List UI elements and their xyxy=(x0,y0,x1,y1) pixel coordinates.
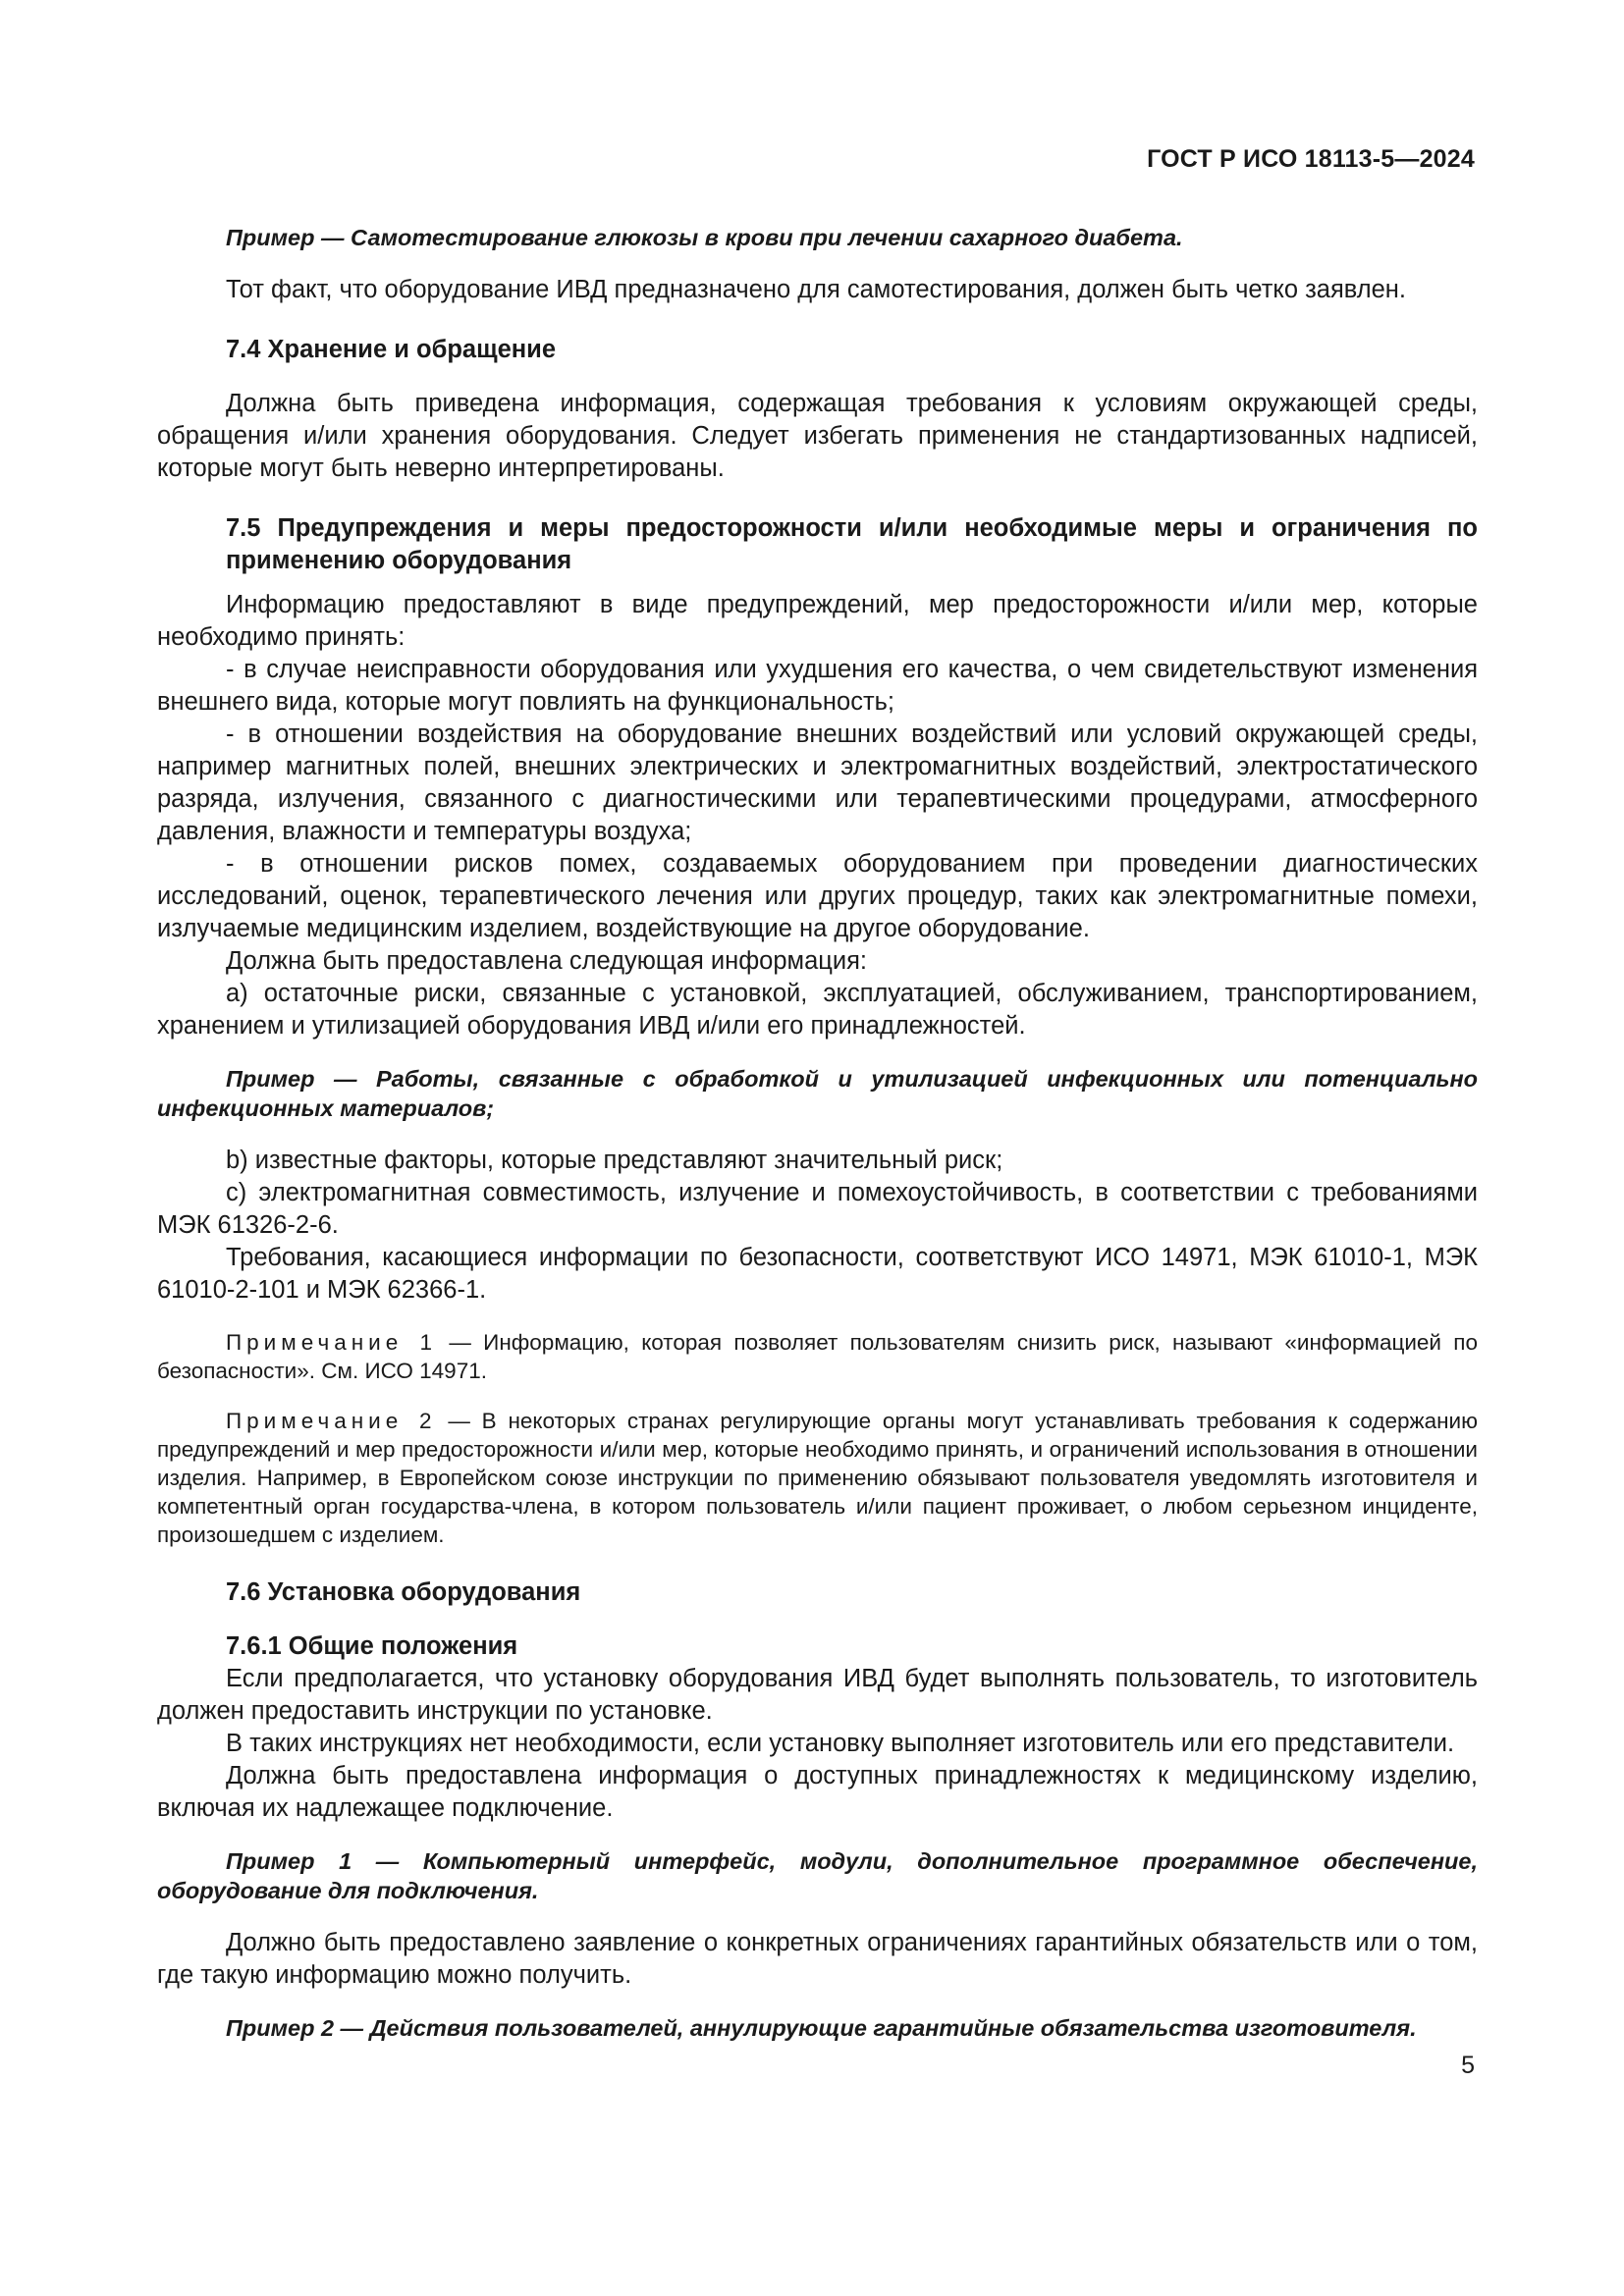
note-2 xyxy=(157,1407,1478,1549)
list-item: b) известные факторы, которые представляют значительный риск; xyxy=(226,1147,1003,1174)
section-heading-7-5: 7.5 Предупреждения и меры предосторожности и/или необходимые меры и ограничения по применению оборудования xyxy=(226,514,1478,574)
list-item: a) остаточные риски, связанные с установкой, эксплуатацией, обслуживанием, транспортированием, хранением и утилизацией оборудования ИВД и/или его принадлежностей. xyxy=(157,980,1478,1040)
page-number: 5 xyxy=(1461,2052,1475,2079)
subsection-heading-7-6-1: 7.6.1 Общие положения xyxy=(226,1632,518,1660)
section-heading-7-4: 7.4 Хранение и обращение xyxy=(226,336,557,363)
paragraph: Должна быть приведена информация, содержащая требования к условиям окружающей среды, обращения и/или хранения оборудования. Следует избегать применения не стандартизованных надписей, которые могут быть неверно интерпретированы. xyxy=(157,390,1478,482)
paragraph: Информацию предоставляют в виде предупреждений, мер предосторожности и/или мер, которые необходимо принять: xyxy=(157,591,1478,651)
paragraph: Должна быть предоставлена следующая информация: xyxy=(226,947,868,975)
example-text: Пример 1 — Компьютерный интерфейс, модули, дополнительное программное обеспечение, оборудование для подключения. xyxy=(157,1848,1478,1903)
example-text: Пример — Самотестирование глюкозы в крови при лечении сахарного диабета. xyxy=(226,225,1183,250)
note-text: — Информацию, которая позволяет пользователям снизить риск, называют «информацией по безопасности». См. ИСО 14971. xyxy=(157,1330,1478,1383)
example-text: Пример 2 — Действия пользователей, аннулирующие гарантийные обязательства изготовителя. xyxy=(226,2015,1417,2041)
document-body xyxy=(157,223,1478,2043)
note-label: Примечание 2 xyxy=(226,1409,437,1433)
section-heading-7-6: 7.6 Установка оборудования xyxy=(226,1578,581,1606)
note-1 xyxy=(157,1328,1478,1385)
paragraph: В таких инструкциях нет необходимости, если установку выполняет изготовитель или его представители. xyxy=(226,1730,1455,1757)
paragraph: Должно быть предоставлено заявление о конкретных ограничениях гарантийных обязательств или о том, где такую информацию можно получить. xyxy=(157,1929,1478,1989)
paragraph: Требования, касающиеся информации по безопасности, соответствуют ИСО 14971, МЭК 61010-1, МЭК 61010-2-101 и МЭК 62366-1. xyxy=(157,1244,1478,1304)
list-item: c) электромагнитная совместимость, излучение и помехоустойчивость, в соответствии с требованиями МЭК 61326-2-6. xyxy=(157,1179,1478,1239)
paragraph: Тот факт, что оборудование ИВД предназначено для самотестирования, должен быть четко заявлен. xyxy=(226,276,1406,303)
example-text: Пример — Работы, связанные с обработкой и утилизацией инфекционных или потенциально инфекционных материалов; xyxy=(157,1066,1478,1121)
note-text: — В некоторых странах регулирующие органы могут устанавливать требования к содержанию предупреждений и мер предосторожности и/или мер, которые необходимо принять, и ограничений использования в отношении изделия. Например, в Европейском союзе инструкции по применению обязывают пользователя уведомлять изготовителя и компетентный орган государства-члена, в котором пользователь и/или пациент проживает, о любом серьезном инциденте, произошедшем с изделием. xyxy=(157,1409,1478,1547)
list-item: - в отношении воздействия на оборудование внешних воздействий или условий окружающей среды, например магнитных полей, внешних электрических и электромагнитных воздействий, электростатического разряда, излучения, связанного с диагностическими или терапевтическими процедурами, атмосферного давления, влажности и температуры воздуха; xyxy=(157,721,1478,845)
list-item: - в отношении рисков помех, создаваемых оборудованием при проведении диагностических исследований, оценок, терапевтического лечения или других процедур, таких как электромагнитные помехи, излучаемые медицинским изделием, воздействующие на другое оборудование. xyxy=(157,850,1478,942)
paragraph: Если предполагается, что установку оборудования ИВД будет выполнять пользователь, то изготовитель должен предоставить инструкции по установке. xyxy=(157,1665,1478,1725)
paragraph: Должна быть предоставлена информация о доступных принадлежностях к медицинскому изделию, включая их надлежащее подключение. xyxy=(157,1762,1478,1822)
note-label: Примечание 1 xyxy=(226,1330,438,1355)
list-item: - в случае неисправности оборудования или ухудшения его качества, о чем свидетельствуют изменения внешнего вида, которые могут повлиять на функциональность; xyxy=(157,656,1478,716)
document-code-header: ГОСТ Р ИСО 18113-5—2024 xyxy=(1147,145,1475,173)
